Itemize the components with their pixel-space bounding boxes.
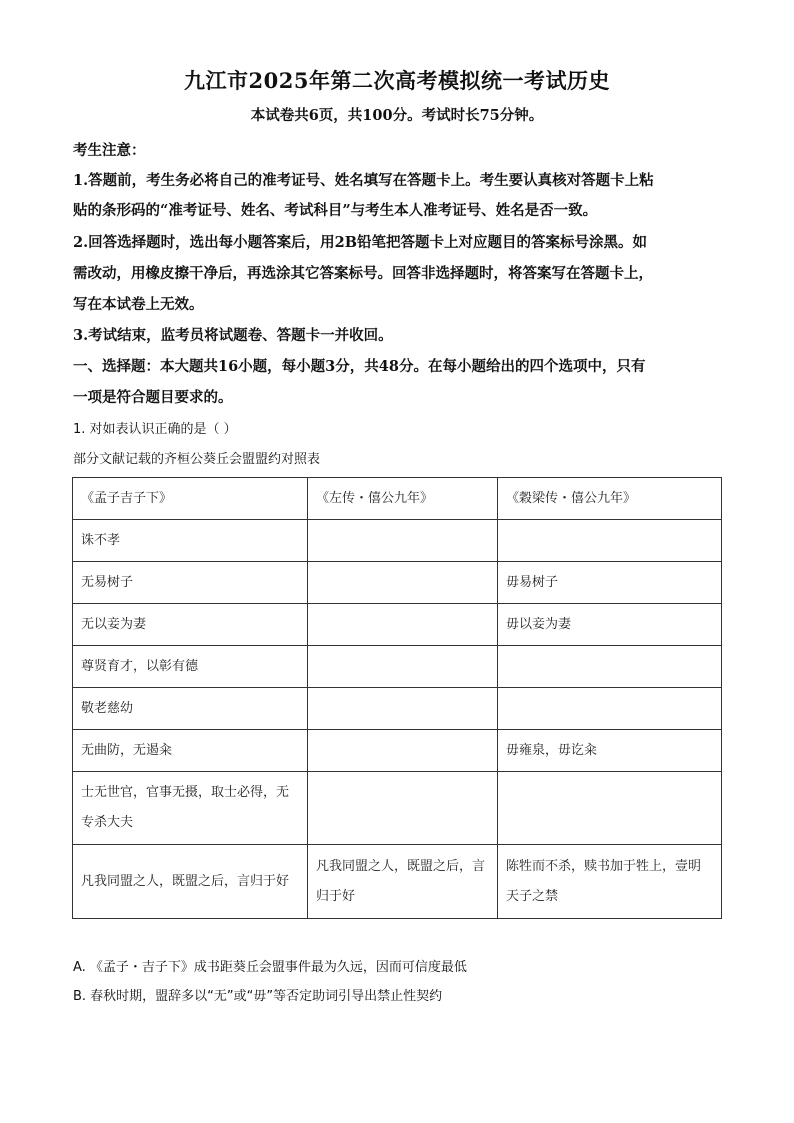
table-cell: 凡我同盟之人，既盟之后，言归于好 [308,845,498,919]
exam-subtitle: 本试卷共6页，共100分。考试时长75分钟。 [250,107,544,124]
table-cell [308,688,498,730]
answer-option-b: B. 春秋时期，盟辞多以“无”或“毋”等否定助词引导出禁止性契约 [73,989,443,1004]
table-caption: 部分文献记载的齐桓公葵丘会盟盟约对照表 [73,452,321,467]
table-row [73,845,722,919]
page-title: 九江市2025年第二次高考模拟统一考试历史 [184,68,610,93]
table-row [73,730,722,772]
table-cell: 无曲防，无遏籴 [73,730,308,772]
table-cell [498,646,722,688]
notice-line: 需改动，用橡皮擦干净后，再选涂其它答案标号。回答非选择题时，将答案写在答题卡上， [73,265,653,282]
table-header-cell: 《孟子吉子下》 [73,478,308,520]
question-stem: 1. 对如表认识正确的是（ ） [73,422,237,437]
notice-line: 2.回答选择题时，选出每小题答案后，用2B铅笔把答题卡上对应题目的答案标号涂黑。如 [73,234,647,251]
table-cell: 毋雍泉，毋讫籴 [498,730,722,772]
notice-heading: 考生注意： [73,142,146,159]
table-cell [308,772,498,845]
table-cell: 无易树子 [73,562,308,604]
table-cell: 士无世官，官事无摄，取士必得，无专杀大夫 [73,772,308,845]
table-cell: 凡我同盟之人，既盟之后，言归于好 [73,845,308,919]
notice-line: 1.答题前，考生务必将自己的准考证号、姓名填写在答题卡上。考生要认真核对答题卡上粘 [73,172,654,189]
section-heading: 一、选择题：本大题共16小题，每小题3分，共48分。在每小题给出的四个选项中，只有 [73,358,646,375]
comparison-table [72,477,722,919]
table-cell: 诛不孝 [73,520,308,562]
table-header-row [73,478,722,520]
table-header-cell: 《左传・僖公九年》 [308,478,498,520]
table-row [73,520,722,562]
notice-line: 3.考试结束，监考员将试题卷、答题卡一并收回。 [73,327,393,344]
table-header-cell: 《穀梁传・僖公九年》 [498,478,722,520]
table-cell [498,688,722,730]
table-cell: 毋易树子 [498,562,722,604]
table-row [73,688,722,730]
table-cell [308,730,498,772]
table-cell [498,520,722,562]
table-cell [498,772,722,845]
table-cell [308,520,498,562]
table-row [73,604,722,646]
table-cell [308,604,498,646]
table-row [73,772,722,845]
table-cell: 陈牲而不杀，赎书加于牲上，壹明天子之禁 [498,845,722,919]
table-row [73,646,722,688]
table-cell: 毋以妾为妻 [498,604,722,646]
section-heading: 一项是符合题目要求的。 [73,389,233,406]
table-cell [308,562,498,604]
answer-option-a: A. 《孟子・吉子下》成书距葵丘会盟事件最为久远，因而可信度最低 [73,960,467,975]
table-cell: 尊贤育才，以彰有德 [73,646,308,688]
notice-line: 贴的条形码的“准考证号、姓名、考试科目”与考生本人准考证号、姓名是否一致。 [73,202,598,219]
table-row [73,562,722,604]
table-cell [308,646,498,688]
table-cell: 敬老慈幼 [73,688,308,730]
notice-line: 写在本试卷上无效。 [73,296,204,313]
table-cell: 无以妾为妻 [73,604,308,646]
